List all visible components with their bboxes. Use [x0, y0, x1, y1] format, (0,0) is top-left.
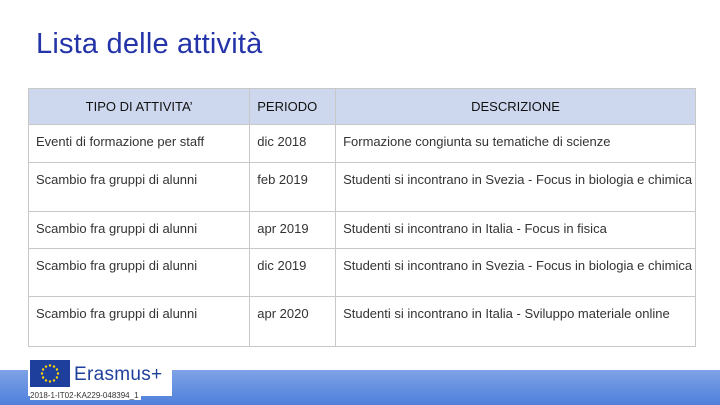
erasmus-logo: [28, 356, 172, 400]
cell-tipo: Scambio fra gruppi di alunni: [29, 297, 250, 347]
project-code: 2018-1-IT02-KA229-048394_1: [30, 391, 139, 400]
erasmus-logo-text: Erasmus+: [74, 364, 163, 385]
cell-periodo: apr 2020: [250, 297, 336, 347]
cell-tipo: Scambio fra gruppi di alunni: [29, 163, 250, 212]
cell-descrizione: Studenti si incontrano in Svezia - Focus in biologia e chimica: [336, 163, 696, 212]
cell-periodo: apr 2019: [250, 212, 336, 249]
eu-flag-icon: [30, 360, 70, 387]
cell-tipo: Eventi di formazione per staff: [29, 125, 250, 163]
cell-periodo: dic 2019: [250, 249, 336, 297]
table-row: [29, 163, 696, 212]
cell-tipo: Scambio fra gruppi di alunni: [29, 212, 250, 249]
cell-tipo: Scambio fra gruppi di alunni: [29, 249, 250, 297]
column-header-descrizione: DESCRIZIONE: [336, 89, 696, 125]
table-row: [29, 249, 696, 297]
table-row: [29, 297, 696, 347]
column-header-tipo: TIPO DI ATTIVITA’: [29, 89, 250, 125]
cell-descrizione: Formazione congiunta su tematiche di scienze: [336, 125, 696, 163]
cell-descrizione: Studenti si incontrano in Italia - Sviluppo materiale online: [336, 297, 696, 347]
table-row: [29, 212, 696, 249]
column-header-periodo: PERIODO: [250, 89, 336, 125]
cell-periodo: feb 2019: [250, 163, 336, 212]
page-title: Lista delle attività: [36, 28, 263, 60]
activities-table: [28, 88, 696, 347]
cell-periodo: dic 2018: [250, 125, 336, 163]
table-row: [29, 125, 696, 163]
table-header-row: [29, 89, 696, 125]
cell-descrizione: Studenti si incontrano in Italia - Focus in fisica: [336, 212, 696, 249]
cell-descrizione: Studenti si incontrano in Svezia - Focus in biologia e chimica: [336, 249, 696, 297]
